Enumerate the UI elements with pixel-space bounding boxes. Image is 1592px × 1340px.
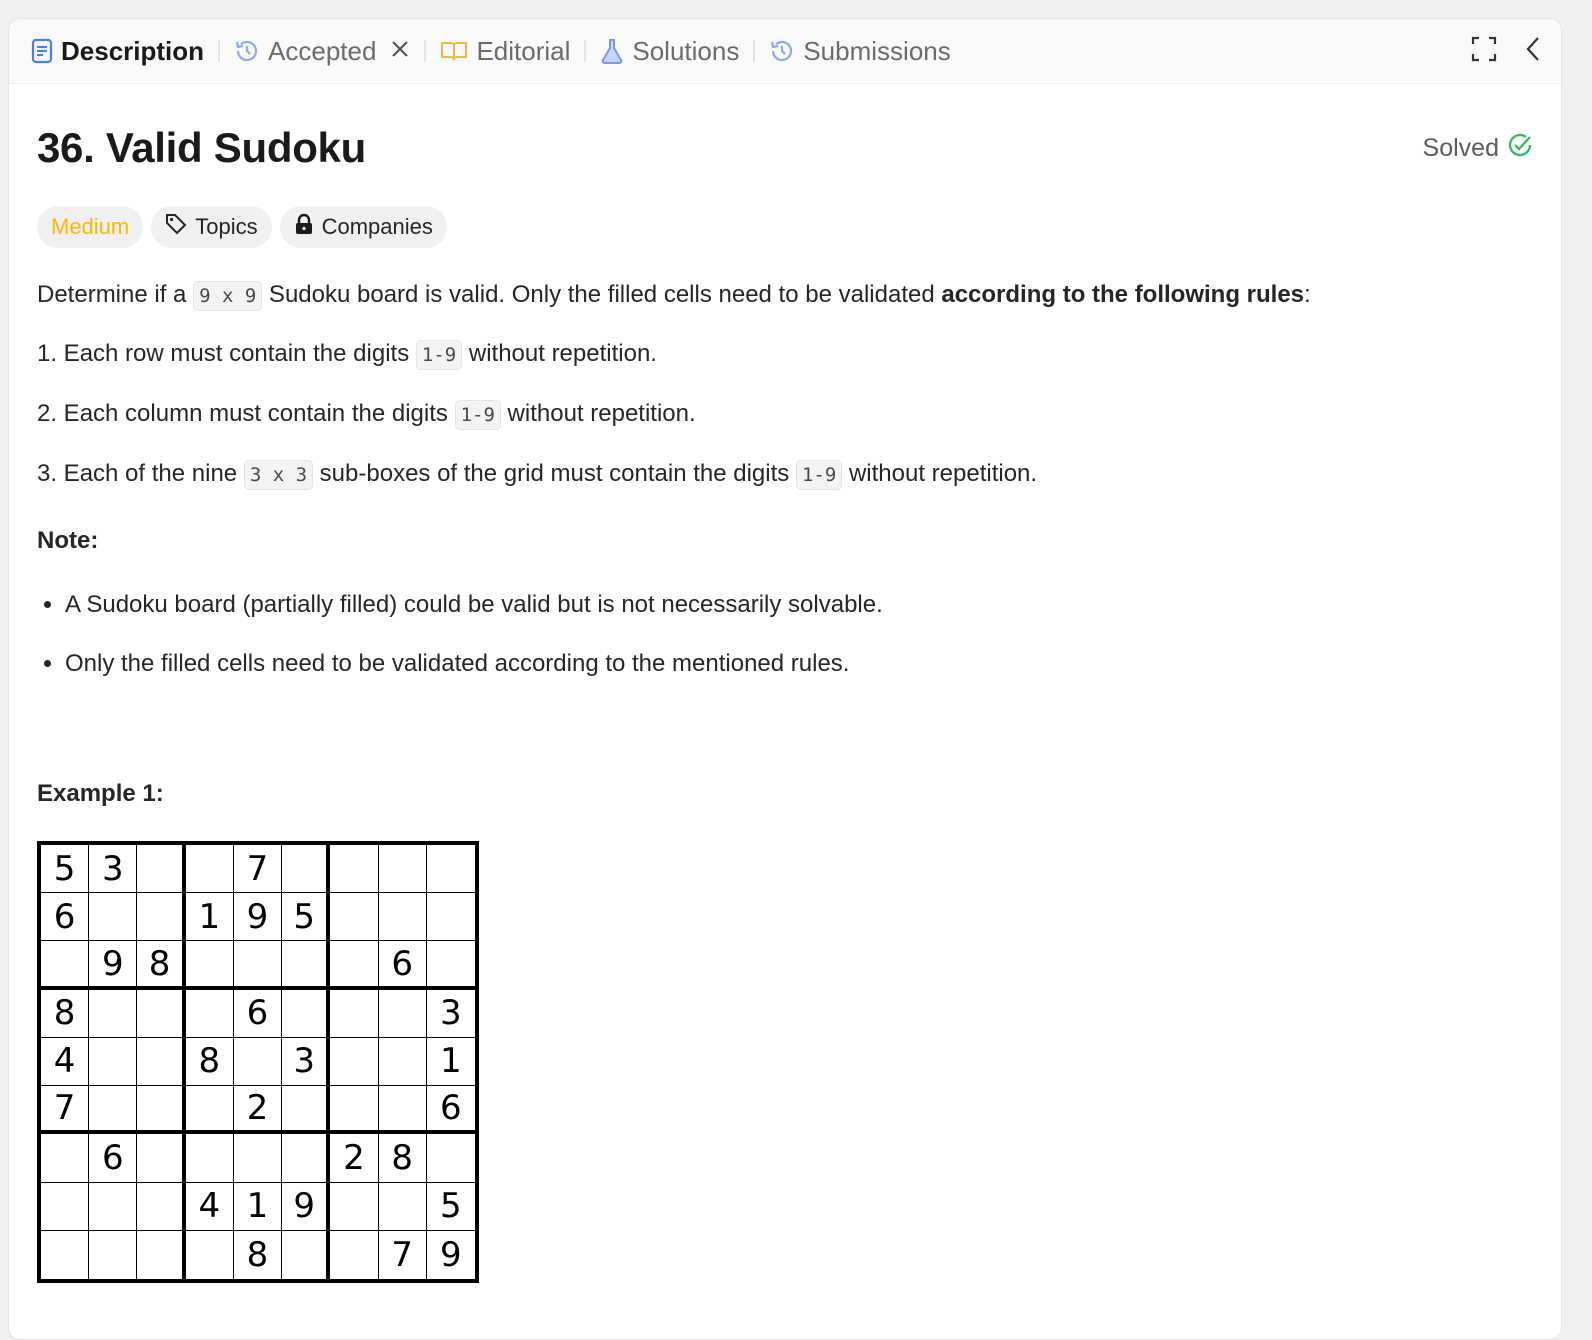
sudoku-cell (282, 941, 330, 989)
sudoku-cell (282, 1086, 330, 1134)
sudoku-cell: 6 (41, 893, 89, 941)
sudoku-cell (186, 941, 234, 989)
tab-divider (424, 40, 426, 62)
tab-submissions-label: Submissions (803, 35, 951, 66)
sudoku-cell (282, 990, 330, 1038)
sudoku-cell (379, 1038, 427, 1086)
sudoku-cell: 1 (427, 1038, 475, 1086)
close-icon (390, 39, 410, 64)
sudoku-cell (330, 1038, 378, 1086)
inline-code: 1-9 (455, 400, 501, 430)
title-row (37, 124, 1533, 172)
sudoku-cell (427, 941, 475, 989)
sudoku-cell (379, 990, 427, 1038)
sudoku-cell: 9 (234, 893, 282, 941)
tab-solutions[interactable] (600, 36, 739, 67)
rule-text: 1. Each row must contain the digits (37, 340, 416, 367)
example-heading: Example 1: (37, 780, 164, 807)
sudoku-cell (330, 990, 378, 1038)
sudoku-cell (137, 1183, 185, 1231)
solved-label: Solved (1422, 133, 1499, 162)
sudoku-cell (282, 1231, 330, 1279)
inline-code: 9 x 9 (193, 281, 262, 311)
sudoku-cell: 4 (41, 1038, 89, 1086)
sudoku-cell: 4 (186, 1183, 234, 1231)
tab-solutions-label: Solutions (632, 35, 740, 66)
note-list (37, 588, 1533, 681)
panel-controls (1471, 19, 1541, 83)
sudoku-cell: 6 (379, 941, 427, 989)
solved-status (1423, 132, 1533, 165)
sudoku-cell: 7 (234, 845, 282, 893)
sudoku-cell: 5 (282, 893, 330, 941)
sudoku-cell: 8 (379, 1134, 427, 1182)
inline-code: 1-9 (416, 340, 462, 370)
inline-code: 3 x 3 (244, 460, 313, 490)
rule-text: without repetition. (842, 460, 1038, 487)
sudoku-cell: 8 (137, 941, 185, 989)
sudoku-cell: 6 (427, 1086, 475, 1134)
sudoku-cell: 3 (282, 1038, 330, 1086)
sudoku-cell (41, 1134, 89, 1182)
sudoku-cell (282, 1134, 330, 1182)
sudoku-cell: 8 (41, 990, 89, 1038)
rule-text: without repetition. (462, 340, 657, 367)
sudoku-cell (186, 1086, 234, 1134)
sudoku-cell: 1 (186, 893, 234, 941)
sudoku-cell (89, 990, 137, 1038)
close-tab-button[interactable] (390, 39, 410, 64)
sudoku-cell: 9 (282, 1183, 330, 1231)
flask-icon (600, 38, 624, 64)
check-circle-icon (1507, 132, 1533, 165)
tag-icon (165, 213, 187, 241)
sudoku-cell (89, 1086, 137, 1134)
sudoku-cell (379, 845, 427, 893)
sudoku-cell: 2 (330, 1134, 378, 1182)
sudoku-cell (427, 893, 475, 941)
intro-bold-text: according to the following rules (941, 281, 1305, 308)
sudoku-cell: 8 (234, 1231, 282, 1279)
rule-item (37, 397, 1533, 432)
sudoku-cell: 7 (41, 1086, 89, 1134)
sudoku-cell (41, 941, 89, 989)
sudoku-board (37, 841, 479, 1283)
inline-code: 1-9 (796, 460, 842, 490)
sudoku-cell: 9 (440, 1234, 462, 1275)
sudoku-cell: 2 (234, 1086, 282, 1134)
sudoku-cell (234, 1134, 282, 1182)
topics-label: Topics (195, 214, 258, 239)
problem-content (9, 124, 1561, 1283)
chevron-left-icon[interactable] (1525, 36, 1541, 67)
list-item: • A Sudoku board (partially filled) could be valid but is not necessarily solvable. (65, 588, 1533, 622)
list-item: • Only the filled cells need to be validated according to the mentioned rules. (65, 647, 1533, 681)
sudoku-cell (137, 1086, 185, 1134)
sudoku-cell: 7 (379, 1231, 427, 1279)
sudoku-cell: 3 (427, 990, 475, 1038)
tab-divider (753, 40, 755, 62)
problem-panel (8, 18, 1562, 1340)
tab-accepted-label: Accepted (268, 35, 377, 66)
rule-item (37, 337, 1533, 372)
sudoku-cell (330, 1231, 378, 1279)
sudoku-cell (282, 845, 330, 893)
sudoku-cell (41, 1183, 89, 1231)
sudoku-cell (186, 845, 234, 893)
difficulty-badge (37, 206, 143, 248)
sudoku-cell: 1 (234, 1183, 282, 1231)
tab-accepted[interactable] (234, 36, 376, 67)
sudoku-cell: 9 (89, 941, 137, 989)
sudoku-cell: 3 (89, 845, 137, 893)
problem-intro (37, 278, 1533, 313)
sudoku-cell (427, 1134, 475, 1182)
topics-button[interactable] (151, 206, 271, 248)
sudoku-cell (89, 1038, 137, 1086)
tag-chips (37, 206, 1533, 248)
intro-text: Determine if a (37, 281, 194, 308)
difficulty-label: Medium (51, 214, 130, 239)
sudoku-cell (137, 893, 185, 941)
tab-description-label: Description (61, 35, 205, 66)
sudoku-cell (41, 1231, 89, 1279)
sudoku-cell (234, 941, 282, 989)
sudoku-cell (330, 941, 378, 989)
sudoku-cell (379, 1183, 427, 1231)
tab-editorial[interactable] (440, 36, 570, 67)
tab-description[interactable] (31, 36, 204, 67)
history-icon (769, 38, 795, 64)
history-icon (234, 38, 260, 64)
rule-item (37, 457, 1533, 492)
sudoku-cell: 6 (89, 1134, 137, 1182)
sudoku-cell (89, 893, 137, 941)
sudoku-cell (137, 990, 185, 1038)
companies-label: Companies (321, 214, 433, 239)
sudoku-cell (89, 1183, 137, 1231)
rule-text: without repetition. (500, 400, 696, 427)
document-icon (31, 38, 53, 64)
note-heading: Note: (37, 527, 99, 554)
companies-button[interactable] (280, 206, 447, 248)
tab-editorial-label: Editorial (476, 35, 571, 66)
tab-divider (584, 40, 586, 62)
sudoku-cell (137, 1134, 185, 1182)
tab-divider (218, 40, 220, 62)
sudoku-cell (89, 1231, 137, 1279)
sudoku-cell (379, 893, 427, 941)
sudoku-cell (379, 1086, 427, 1134)
fullscreen-icon[interactable] (1471, 36, 1497, 67)
intro-text: : (1304, 281, 1311, 308)
sudoku-cell: 8 (186, 1038, 234, 1086)
sudoku-cell (186, 1134, 234, 1182)
sudoku-cell (427, 845, 475, 893)
sudoku-cell: 5 (41, 845, 89, 893)
sudoku-cell (186, 990, 234, 1038)
rule-text: 2. Each column must contain the digits (37, 400, 455, 427)
sudoku-cell (186, 1231, 234, 1279)
sudoku-cell (137, 1231, 185, 1279)
sudoku-cell (330, 845, 378, 893)
sudoku-cell (330, 893, 378, 941)
sudoku-cell (330, 1183, 378, 1231)
sudoku-cell: 6 (234, 990, 282, 1038)
lock-icon (294, 213, 314, 241)
sudoku-cell: 5 (427, 1183, 475, 1231)
book-icon (440, 39, 468, 63)
sudoku-cell (234, 1038, 282, 1086)
rule-text: 3. Each of the nine (37, 460, 244, 487)
tab-bar (9, 19, 1561, 84)
sudoku-cell (137, 845, 185, 893)
page-title: 36. Valid Sudoku (37, 124, 366, 171)
tab-submissions[interactable] (769, 36, 950, 67)
rule-text: sub-boxes of the grid must contain the digits (313, 460, 796, 487)
sudoku-cell (330, 1086, 378, 1134)
intro-text: Sudoku board is valid. Only the filled cells need to be validated (262, 281, 942, 308)
sudoku-cell (137, 1038, 185, 1086)
